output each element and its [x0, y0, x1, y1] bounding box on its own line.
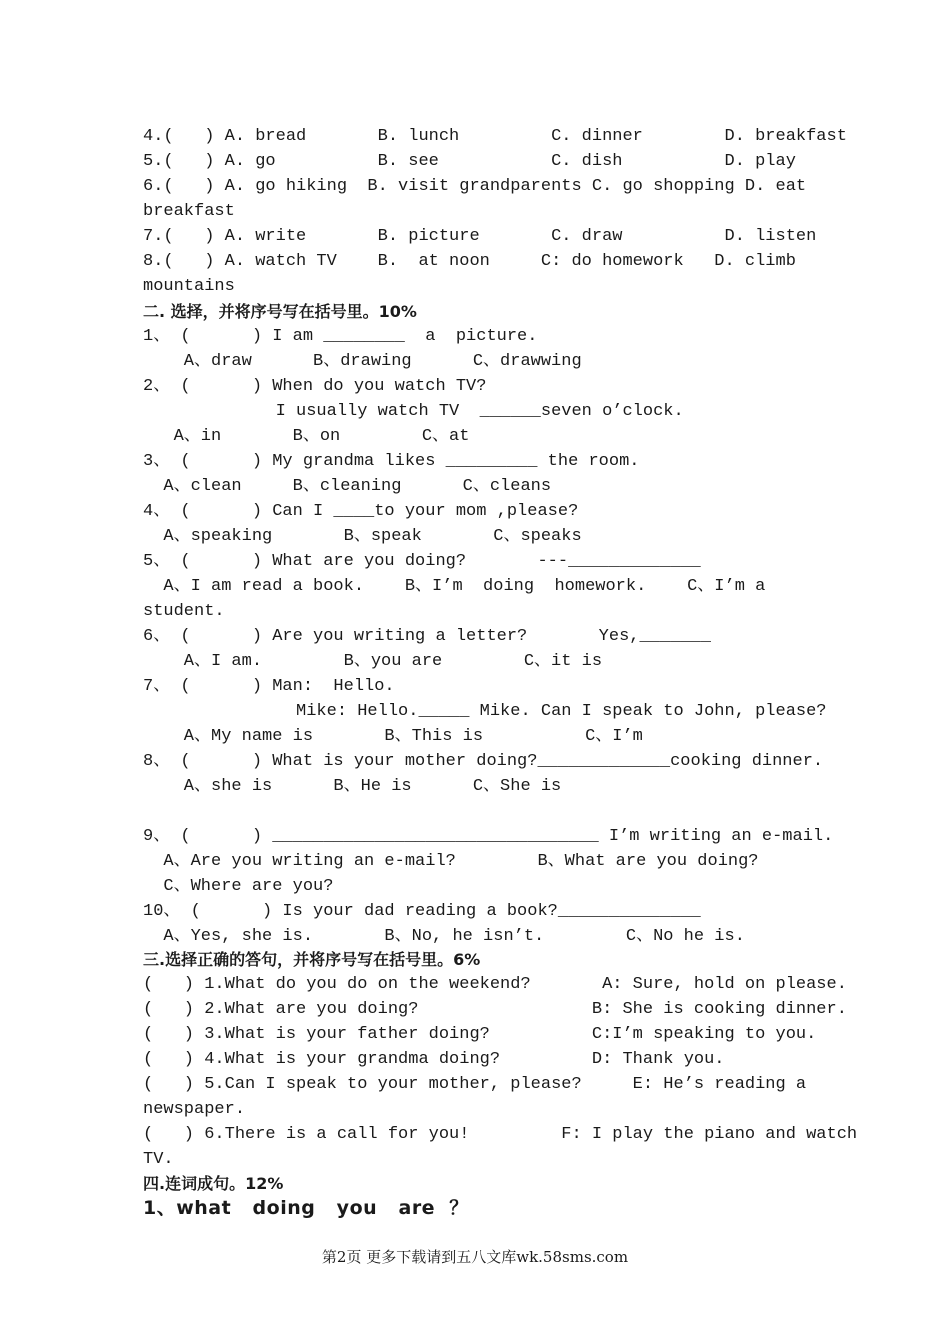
- s3-line: ( ) 2.What are you doing? B: She is cooking dinner.: [143, 1000, 847, 1019]
- s2-line: A、I am read a book. B、I’m doing homework. C、I’m a: [143, 577, 766, 596]
- s2-line: 6、 ( ) Are you writing a letter? Yes,_______: [143, 627, 711, 646]
- s3-line: ( ) 5.Can I speak to your mother, please? E: He’s reading a: [143, 1075, 807, 1094]
- s3-line: ( ) 3.What is your father doing? C:I’m speaking to you.: [143, 1025, 817, 1044]
- part1-item-4: 4.( ) A. bread B. lunch C. dinner D. breakfast: [143, 127, 847, 146]
- s3-line: TV.: [143, 1150, 174, 1169]
- s2-line: 2、 ( ) When do you watch TV?: [143, 377, 487, 396]
- s2-line: I usually watch TV ______seven o’clock.: [143, 402, 684, 421]
- part1-item-6: 6.( ) A. go hiking B. visit grandparents C. go shopping D. eat: [143, 177, 807, 196]
- s2-line: 3、 ( ) My grandma likes _________ the room.: [143, 452, 640, 471]
- s2-line: A、in B、on C、at: [143, 427, 470, 446]
- s2-line: A、My name is B、This is C、I’m: [143, 727, 643, 746]
- s3-line: ( ) 6.There is a call for you! F: I play the piano and watch: [143, 1125, 858, 1144]
- page-footer: 第2页 更多下载请到五八文库wk.58sms.com: [321, 1248, 629, 1266]
- s2-line: A、draw B、drawing C、drawwing: [143, 352, 582, 371]
- part1-item-8: 8.( ) A. watch TV B. at noon C: do homework D. climb: [143, 252, 796, 271]
- s2-line: C、Where are you?: [143, 877, 334, 896]
- s2-line: A、I am. B、you are C、it is: [143, 652, 603, 671]
- s2-line: student.: [143, 602, 225, 621]
- s2-line: 4、 ( ) Can I ____to your mom ,please?: [143, 502, 579, 521]
- s2-line: 7、 ( ) Man: Hello.: [143, 677, 395, 696]
- part1-item-7: 7.( ) A. write B. picture C. draw D. listen: [143, 227, 817, 246]
- part1-item-6-wrap: breakfast: [143, 202, 235, 221]
- s2-line: A、speaking B、speak C、speaks: [143, 527, 582, 546]
- s2-line: 1、 ( ) I am ________ a picture.: [143, 327, 538, 346]
- s2-line: A、Are you writing an e-mail? B、What are you doing?: [143, 852, 759, 871]
- s2-line: 10、 ( ) Is your dad reading a book?______________: [143, 902, 701, 921]
- section4-question-1: 1、what doing you are ？: [143, 1197, 469, 1219]
- s2-line: 8、 ( ) What is your mother doing?_____________cooking dinner.: [143, 752, 824, 771]
- s2-line: 9、 ( ) ________________________________ I’m writing an e-mail.: [143, 827, 834, 846]
- s2-line: 5、 ( ) What are you doing? ---_____________: [143, 552, 701, 571]
- s3-line: newspaper.: [143, 1100, 246, 1119]
- s3-line: ( ) 1.What do you do on the weekend? A: Sure, hold on please.: [143, 975, 847, 994]
- section3-heading: 三.选择正确的答句，并将序号写在括号里。6%: [143, 950, 481, 969]
- s2-line: Mike: Hello._____ Mike. Can I speak to John, please?: [143, 702, 827, 721]
- s2-line: A、she is B、He is C、She is: [143, 777, 562, 796]
- section4-heading: 四.连词成句。12%: [143, 1174, 284, 1193]
- section2-heading: 二. 选择，并将序号写在括号里。10%: [143, 302, 417, 321]
- part1-item-5: 5.( ) A. go B. see C. dish D. play: [143, 152, 796, 171]
- s2-line: A、Yes, she is. B、No, he isn’t. C、No he is.: [143, 927, 745, 946]
- part1-item-8-wrap: mountains: [143, 277, 235, 296]
- s2-line: A、clean B、cleaning C、cleans: [143, 477, 552, 496]
- s3-line: ( ) 4.What is your grandma doing? D: Thank you.: [143, 1050, 725, 1069]
